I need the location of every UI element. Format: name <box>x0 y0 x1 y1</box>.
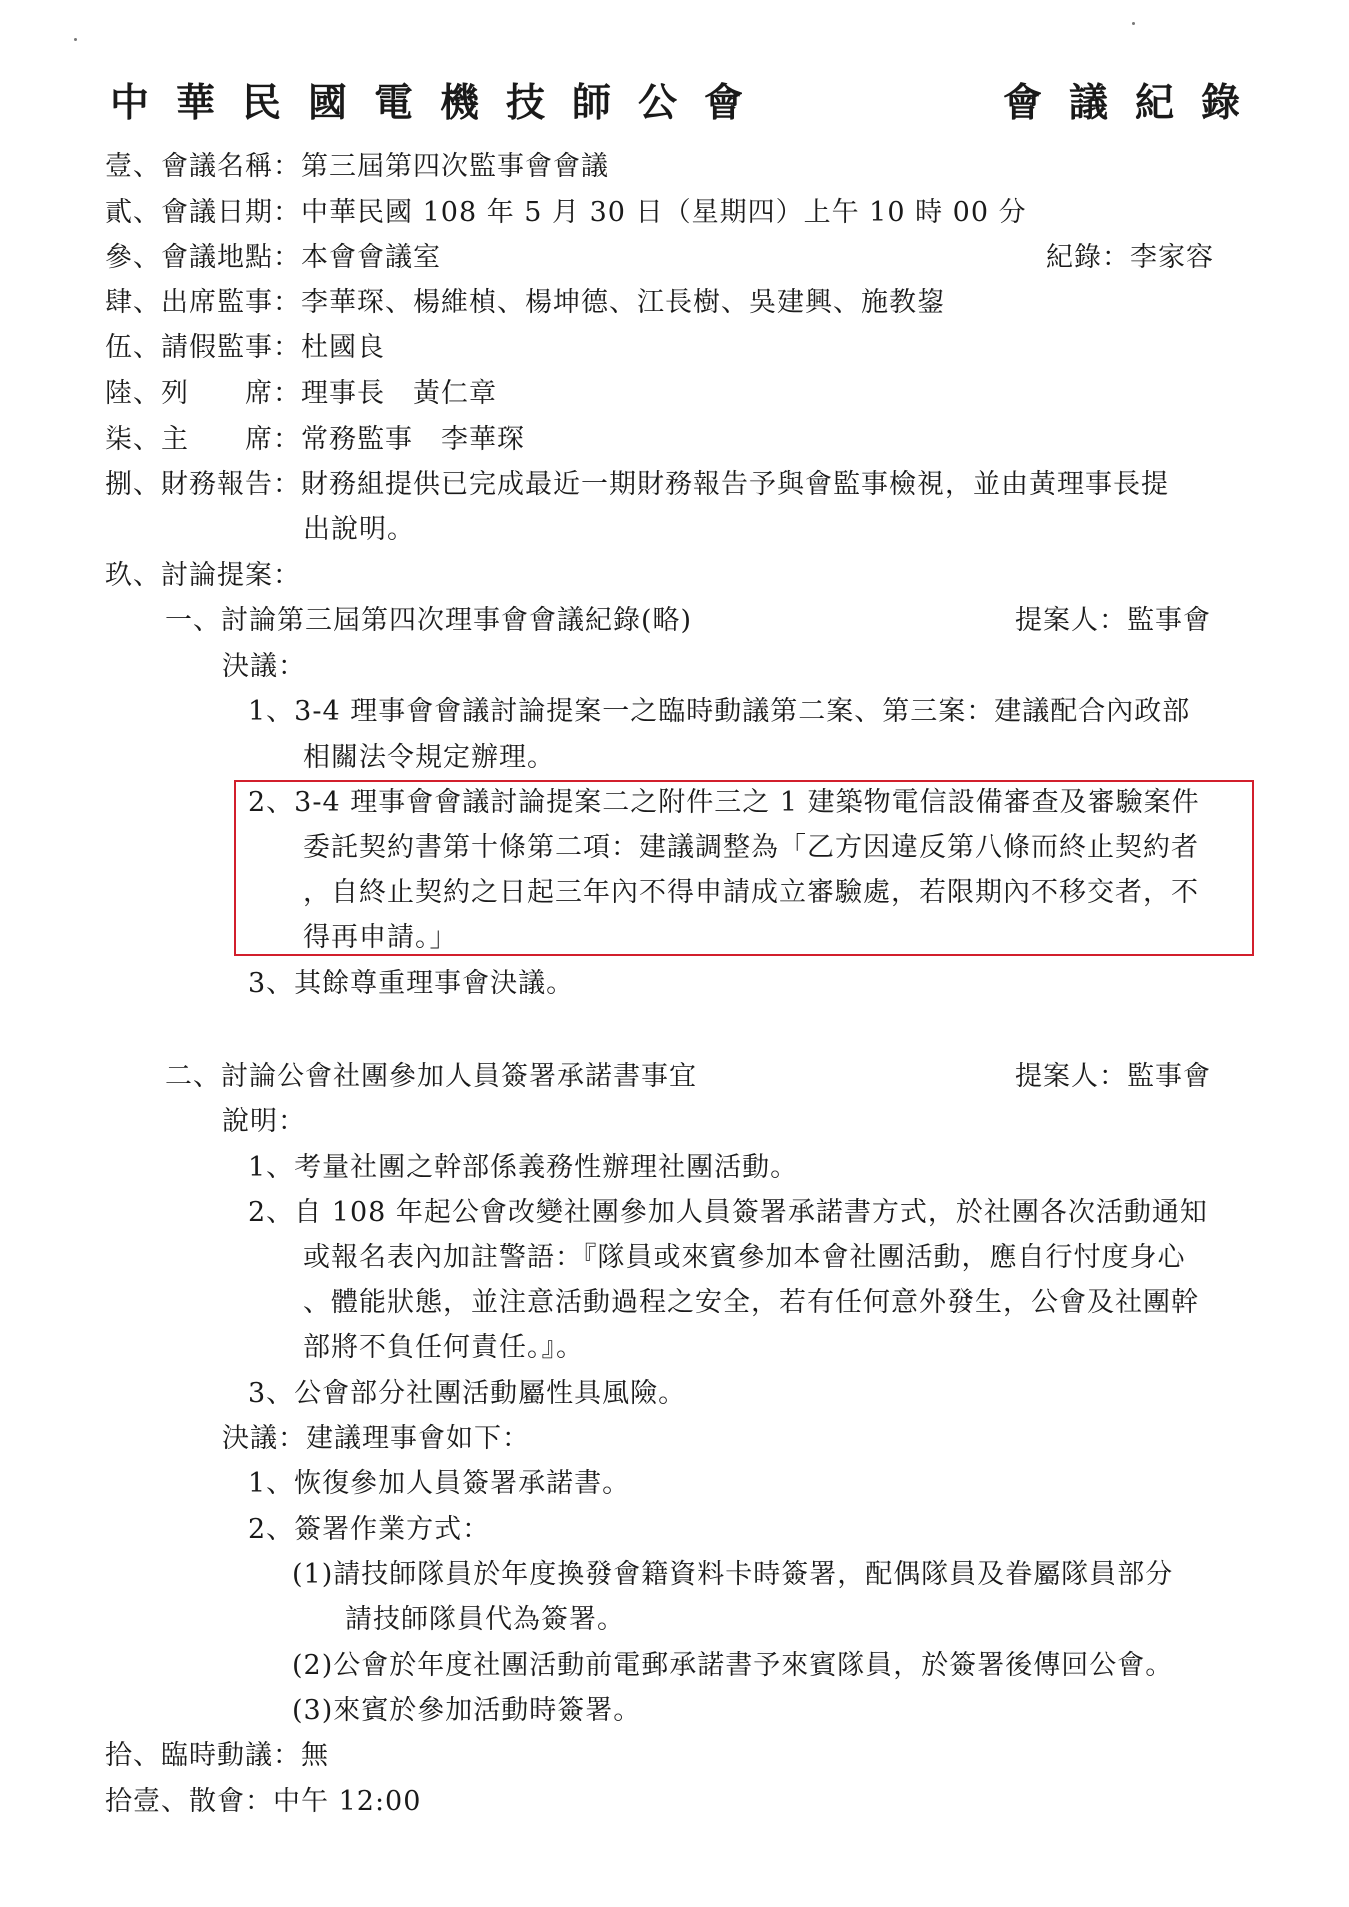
extempore-motions: 拾、臨時動議：無 <box>105 1740 329 1771</box>
proposal1-r3: 3、其餘尊重理事會決議。 <box>248 968 575 999</box>
proposal2-e2-cont: 或報名表內加註警語：『隊員或來賓參加本會社團活動，應自行忖度身心 <box>303 1242 1186 1273</box>
scan-speck <box>74 38 77 41</box>
proposal2-e2-cont: 部將不負任何責任。』。 <box>303 1332 584 1363</box>
proposal2-proposer: 提案人：監事會 <box>1015 1061 1211 1092</box>
meeting-name: 壹、會議名稱：第三屆第四次監事會會議 <box>105 151 609 182</box>
meeting-place: 參、會議地點：本會會議室 <box>105 242 441 273</box>
proposal2-d1: 1、恢復參加人員簽署承諾書。 <box>248 1468 631 1499</box>
proposal2-e3: 3、公會部分社團活動屬性具風險。 <box>248 1378 687 1409</box>
proposal2-d2a-cont: 請技師隊員代為簽署。 <box>345 1604 625 1635</box>
proposal1-proposer: 提案人：監事會 <box>1015 605 1211 636</box>
proposal1-resolution-label: 決議： <box>222 651 306 682</box>
meeting-date: 貳、會議日期：中華民國 108 年 5 月 30 日（星期四）上午 10 時 00 分 <box>105 197 1027 228</box>
proposal1-r2-cont: 得再申請。」 <box>303 922 458 953</box>
proposal2-explanation-label: 說明： <box>222 1106 306 1137</box>
proposal2-e2: 2、自 108 年起公會改變社團參加人員簽署承諾書方式，於社團各次活動通知 <box>248 1197 1208 1228</box>
finance-report: 捌、財務報告：財務組提供已完成最近一期財務報告予與會監事檢視，並由黃理事長提 <box>105 469 1169 500</box>
proposal1-r1-cont: 相關法令規定辦理。 <box>303 742 555 773</box>
scan-speck <box>1132 22 1135 25</box>
proposal1-r1: 1、3-4 理事會會議討論提案一之臨時動議第二案、第三案：建議配合內政部 <box>248 696 1191 727</box>
proposal1-r2-cont: 委託契約書第十條第二項：建議調整為「乙方因違反第八條而終止契約者 <box>303 832 1199 863</box>
org-name-heading: 中華民國電機技師公會 <box>110 80 771 126</box>
proposal2-title: 二、討論公會社團參加人員簽署承諾書事宜 <box>165 1061 697 1092</box>
chair: 柒、主 席：常務監事 李華琛 <box>105 424 525 455</box>
proposal1-r2-cont: ，自終止契約之日起三年內不得申請成立審驗處，若限期內不移交者，不 <box>303 877 1199 908</box>
proposal1-r2: 2、3-4 理事會會議討論提案二之附件三之 1 建築物電信設備審查及審驗案件 <box>248 787 1200 818</box>
proposal2-e1: 1、考量社團之幹部係義務性辦理社團活動。 <box>248 1152 799 1183</box>
proposal2-resolution: 決議：建議理事會如下： <box>222 1423 530 1454</box>
proposal2-d2a: (1)請技師隊員於年度換發會籍資料卡時簽署，配偶隊員及眷屬隊員部分 <box>292 1559 1174 1590</box>
doc-type-heading: 會議紀錄 <box>1003 80 1268 126</box>
recorder: 紀錄：李家容 <box>1046 242 1214 273</box>
finance-report-cont: 出說明。 <box>303 514 415 545</box>
proposal1-title: 一、討論第三屆第四次理事會會議紀錄(略) <box>165 605 693 636</box>
proposal2-d2c: (3)來賓於參加活動時簽署。 <box>292 1695 642 1726</box>
proposal2-e2-cont: 、體能狀態，並注意活動過程之安全，若有任何意外發生，公會及社團幹 <box>303 1287 1199 1318</box>
leave-supervisors: 伍、請假監事：杜國良 <box>105 332 385 363</box>
observers: 陸、列 席：理事長 黃仁章 <box>105 378 497 409</box>
adjournment: 拾壹、散會：中午 12:00 <box>105 1786 422 1817</box>
attendees: 肆、出席監事：李華琛、楊維楨、楊坤德、江長樹、吳建興、施教鋆 <box>105 287 945 318</box>
discussion-heading: 玖、討論提案： <box>105 560 301 591</box>
proposal2-d2b: (2)公會於年度社團活動前電郵承諾書予來賓隊員，於簽署後傳回公會。 <box>292 1650 1174 1681</box>
proposal2-d2: 2、簽署作業方式： <box>248 1514 491 1545</box>
